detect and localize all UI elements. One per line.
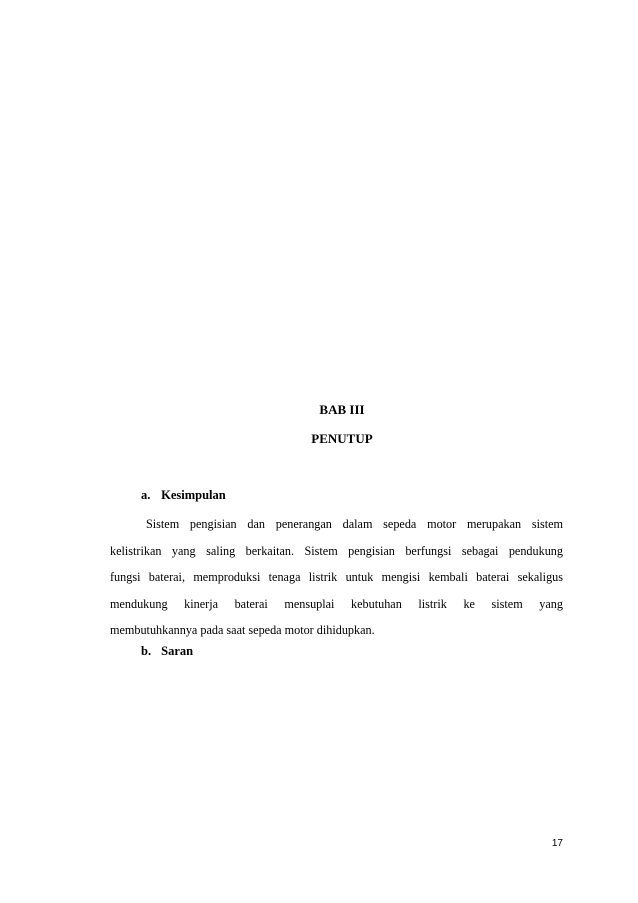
section-title: Saran: [161, 644, 194, 658]
chapter-number: BAB III: [319, 402, 365, 417]
section-marker: a.: [141, 488, 151, 502]
paragraph-line: fungsi baterai, memproduksi tenaga listrik untuk mengisi kembali baterai sekaligus: [110, 570, 563, 584]
page-number: 17: [551, 838, 563, 849]
section-heading-saran: [141, 643, 193, 659]
section-marker: b.: [141, 644, 152, 658]
paragraph-line: membutuhkannya pada saat sepeda motor dihidupkan.: [110, 623, 375, 637]
conclusion-paragraph: [110, 511, 563, 644]
chapter-title: PENUTUP: [311, 431, 373, 446]
paragraph-line: Sistem pengisian dan penerangan dalam sepeda motor merupakan sistem: [146, 517, 563, 531]
section-heading-kesimpulan: [141, 487, 226, 503]
paragraph-line: kelistrikan yang saling berkaitan. Sistem pengisian berfungsi sebagai pendukung: [110, 543, 563, 558]
paragraph-line: mendukung kinerja baterai mensuplai kebutuhan listrik ke sistem yang: [110, 596, 563, 611]
section-title: Kesimpulan: [161, 488, 226, 502]
